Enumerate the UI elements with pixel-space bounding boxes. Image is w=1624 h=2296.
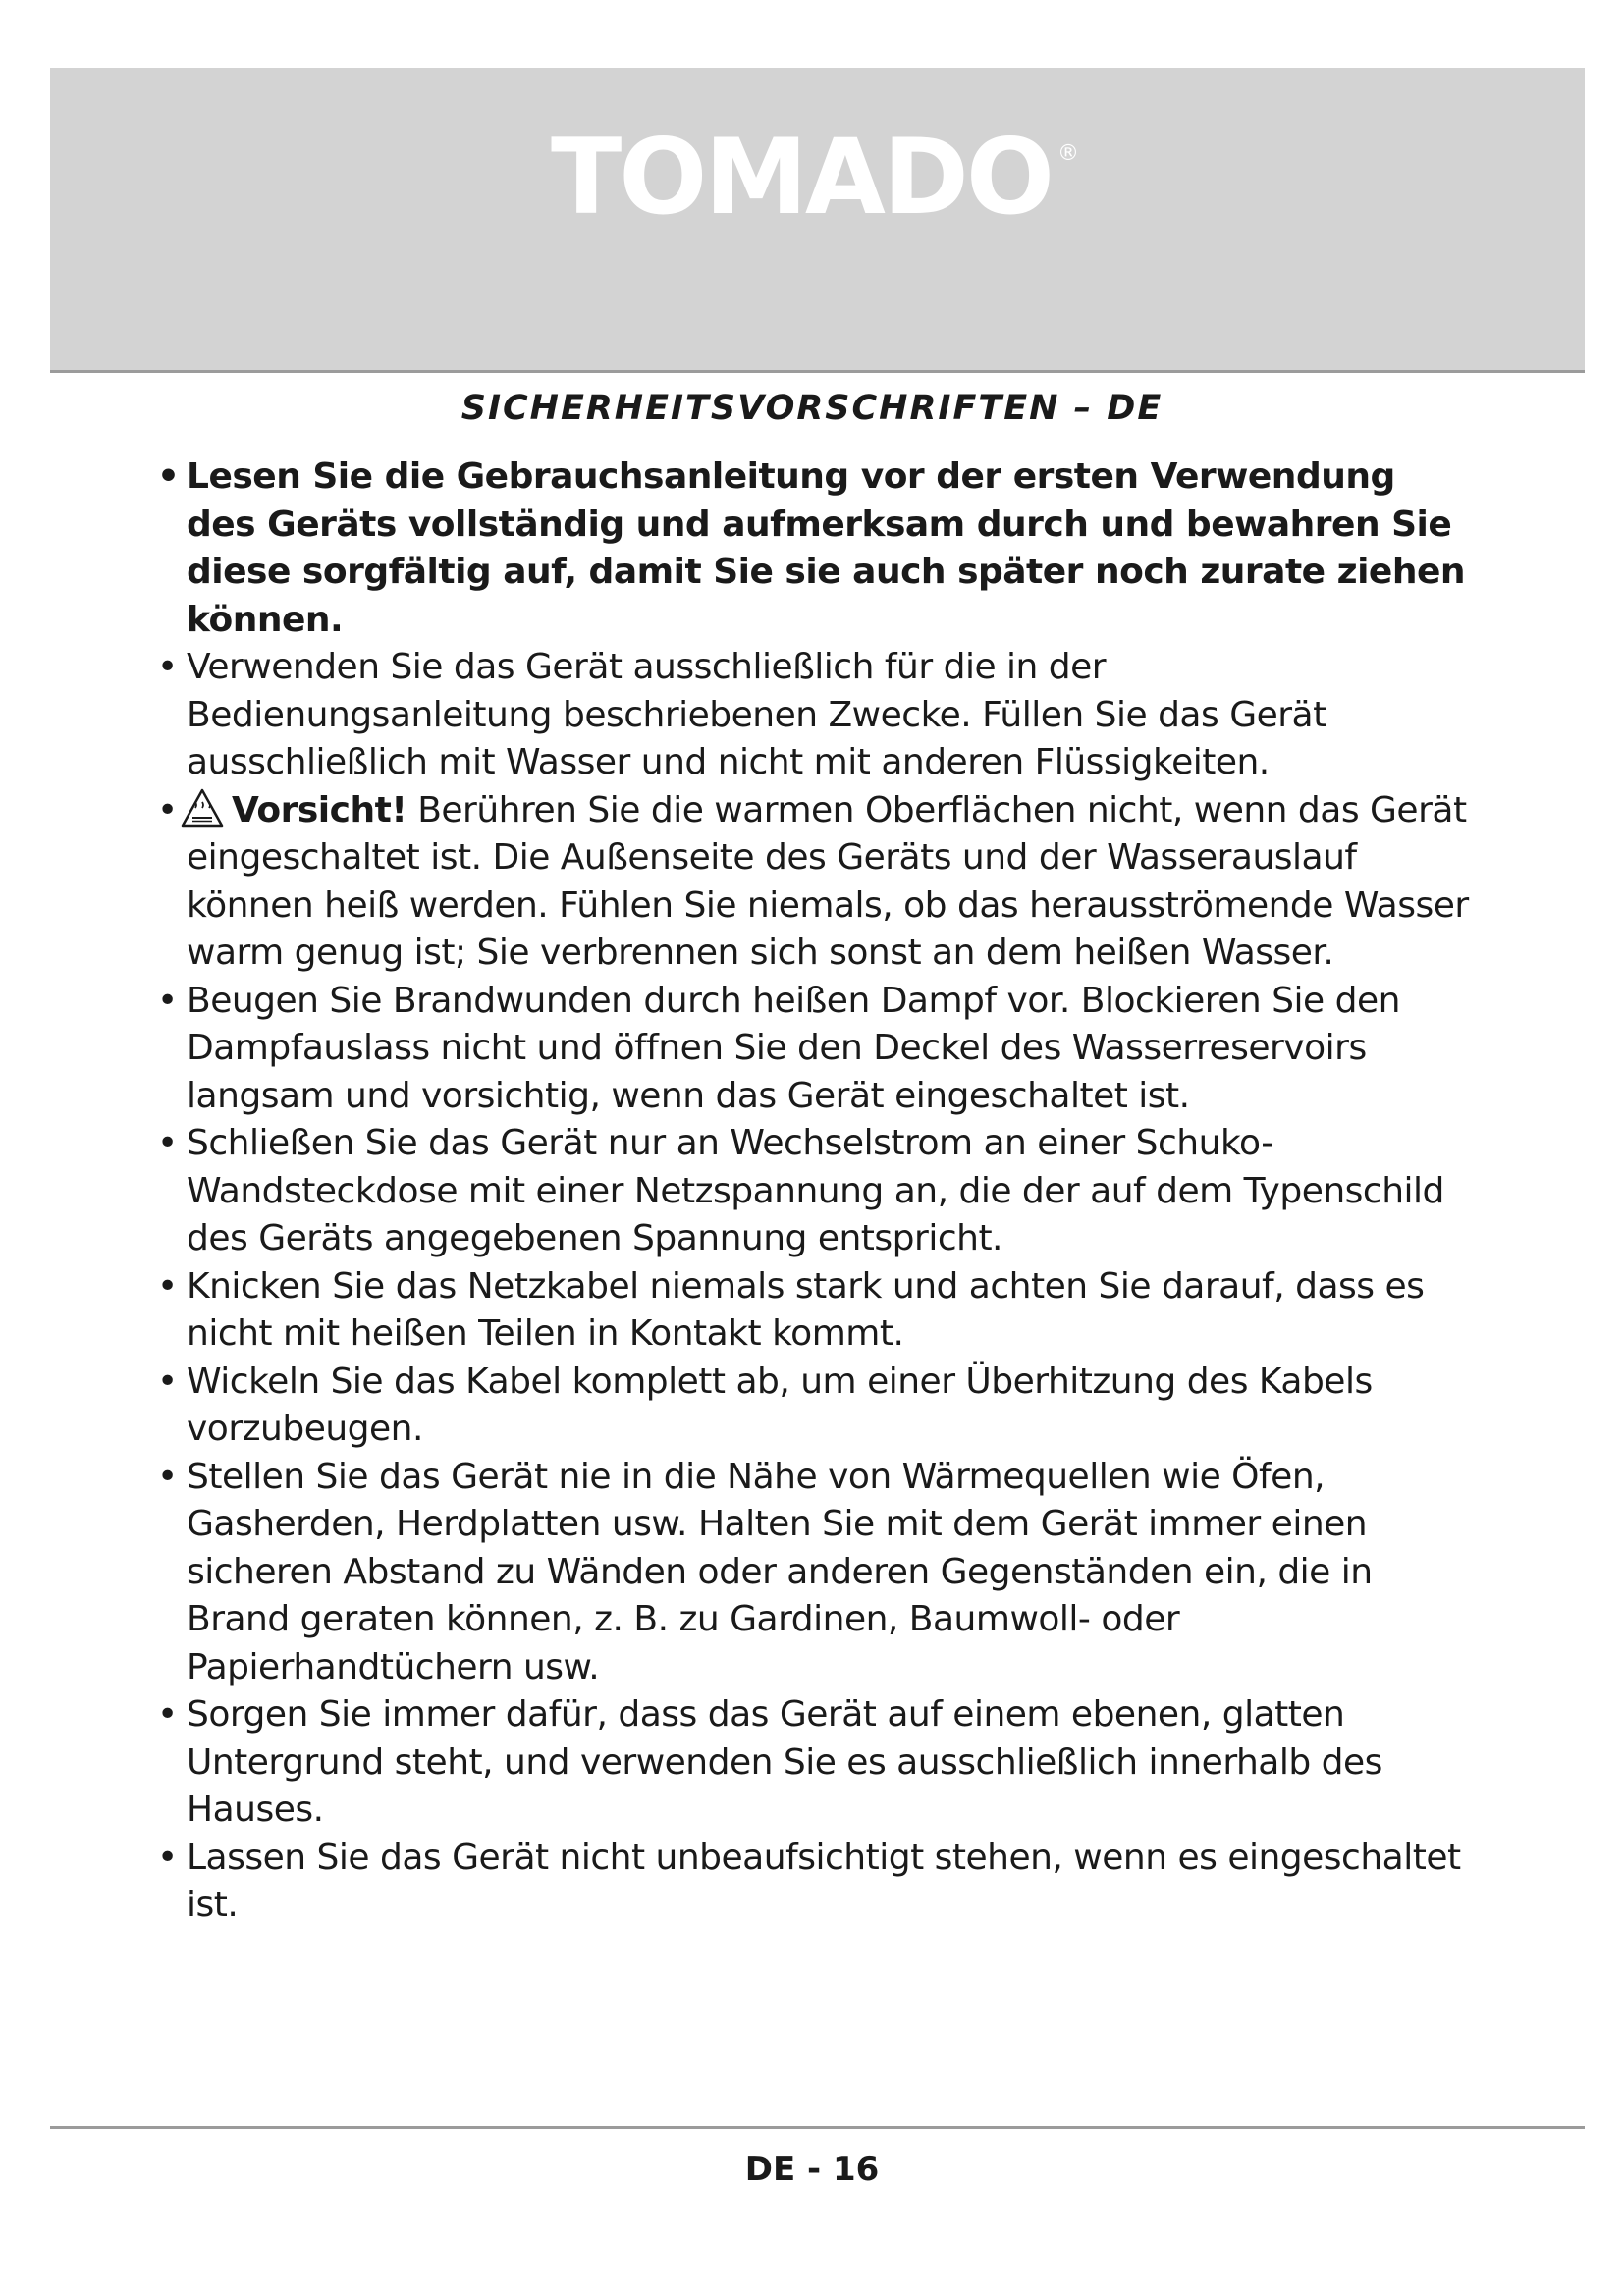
- brand-name: TOMADO: [550, 117, 1053, 238]
- bullet: •: [157, 980, 178, 1021]
- rule-text: Schließen Sie das Gerät nur an Wechselstrom an einer Schuko-Wandsteckdose mit einer Netzspannung an, die der auf dem Typenschild des Geräts angegebenen Spannung entspricht.: [187, 1123, 1444, 1258]
- rule-item: [157, 787, 1473, 978]
- rule-item: [157, 978, 1473, 1121]
- rule-text: Sorgen Sie immer dafür, dass das Gerät auf einem ebenen, glatten Untergrund steht, und verwenden Sie es ausschließlich innerhalb des Hauses.: [187, 1694, 1382, 1830]
- bullet: •: [157, 1361, 178, 1402]
- bullet: •: [157, 647, 178, 687]
- hot-surface-warning-icon: [181, 788, 224, 828]
- rule-text: Berühren Sie die warmen Oberflächen nicht, wenn das Gerät eingeschaltet ist. Die Außenseite des Geräts und der Wasserauslauf können heiß werden. Fühlen Sie niemals, ob das herausströmende Wasser warm genug ist; Sie verbrennen sich sonst an dem heißen Wasser.: [187, 789, 1469, 973]
- rule-text: Wickeln Sie das Kabel komplett ab, um einer Überhitzung des Kabels vorzubeugen.: [187, 1361, 1373, 1449]
- bullet: •: [157, 1456, 178, 1497]
- rule-text: Verwenden Sie das Gerät ausschließlich für die in der Bedienungsanleitung beschriebenen Zwecke. Füllen Sie das Gerät ausschließlich mit Wasser und nicht mit anderen Flüssigkeiten.: [187, 647, 1326, 782]
- bullet: •: [157, 456, 180, 497]
- rule-item: [157, 644, 1473, 787]
- rule-item: [157, 1691, 1473, 1835]
- page-number: DE - 16: [744, 2150, 880, 2189]
- rule-text: Stellen Sie das Gerät nie in die Nähe von Wärmequellen wie Öfen, Gasherden, Herdplatten usw. Halten Sie mit dem Gerät immer einen sicheren Abstand zu Wänden oder anderen Gegenständen ein, die in Brand geraten können, z. B. zu Gardinen, Baumwoll- oder Papierhandtüchern usw.: [187, 1456, 1373, 1687]
- rule-item: [157, 454, 1473, 644]
- rule-text: Lassen Sie das Gerät nicht unbeaufsichtigt stehen, wenn es eingeschaltet ist.: [187, 1837, 1461, 1925]
- warning-lead: Vorsicht!: [232, 789, 407, 830]
- rule-item: [157, 1454, 1473, 1692]
- footer-divider: [50, 2126, 1585, 2129]
- bullet: •: [157, 789, 178, 830]
- rule-text: Lesen Sie die Gebrauchsanleitung vor der ersten Verwendung des Geräts vollständig und aufmerksam durch und bewahren Sie diese sorgfältig auf, damit Sie sie auch später noch zurate ziehen können.: [187, 456, 1466, 640]
- rule-item: [157, 1263, 1473, 1359]
- bullet: •: [157, 1837, 178, 1878]
- rules-list: [157, 454, 1473, 1930]
- rule-text: Beugen Sie Brandwunden durch heißen Dampf vor. Blockieren Sie den Dampfauslass nicht und öffnen Sie den Deckel des Wasserreservoirs langsam und vorsichtig, wenn das Gerät eingeschaltet ist.: [187, 980, 1400, 1116]
- registered-mark: ®: [1057, 141, 1080, 166]
- rule-item: [157, 1120, 1473, 1263]
- section-title: SICHERHEITSVORSCHRIFTEN – DE: [460, 389, 1164, 428]
- rule-item: [157, 1835, 1473, 1930]
- brand-logo: [0, 117, 1624, 238]
- rule-item: [157, 1359, 1473, 1454]
- rule-text: Knicken Sie das Netzkabel niemals stark und achten Sie darauf, dass es nicht mit heißen Teilen in Kontakt kommt.: [187, 1265, 1425, 1354]
- safety-rules: [157, 454, 1473, 1930]
- bullet: •: [157, 1123, 178, 1163]
- bullet: •: [157, 1694, 178, 1735]
- bullet: •: [157, 1265, 178, 1307]
